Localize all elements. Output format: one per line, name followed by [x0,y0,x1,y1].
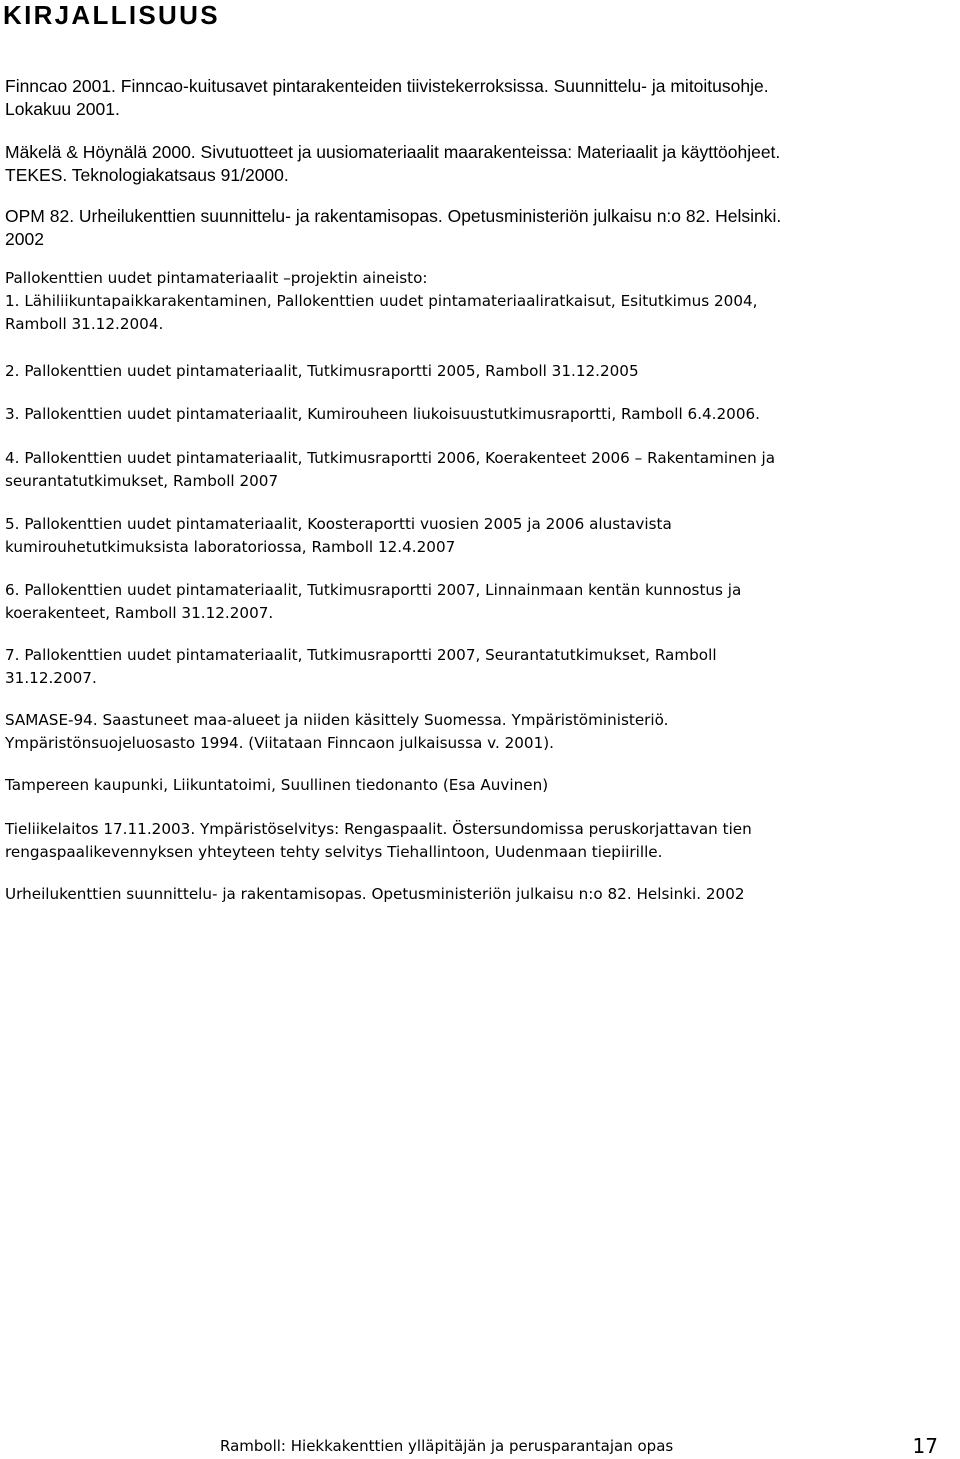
page-heading: KIRJALLISUUS [3,0,220,30]
reference-urheilukenttien [5,883,955,906]
reference-line: OPM 82. Urheilukenttien suunnittelu- ja rakentamisopas. Opetusministeriön julkaisu n:o 82. Helsinki. [5,206,782,226]
reference-finncao [5,75,955,121]
reference-line: Mäkelä & Höynälä 2000. Sivutuotteet ja uusiomateriaalit maarakenteissa: Materiaalit ja käyttöohjeet. [5,142,781,162]
reference-line: TEKES. Teknologiakatsaus 91/2000. [5,165,289,185]
reference-line: rengaspaalikevennyksen yhteyteen tehty selvitys Tiehallintoon, Uudenmaan tiepiirille. [5,843,663,861]
pallokenttien-intro-block [5,267,955,336]
pallokenttien-item-2 [5,360,955,383]
footer-text: Ramboll: Hiekkakenttien ylläpitäjän ja perusparantajan opas [220,1437,674,1455]
reference-makela [5,141,955,187]
reference-samase [5,709,955,755]
pallokenttien-item-1: 1. Lähiliikuntapaikkarakentaminen, Pallokenttien uudet pintamateriaaliratkaisut, Esitutkimus 2004, [5,292,758,310]
reference-line: koerakenteet, Ramboll 31.12.2007. [5,604,274,622]
reference-line: Urheilukenttien suunnittelu- ja rakentamisopas. Opetusministeriön julkaisu n:o 82. Helsinki. 2002 [5,885,745,903]
reference-line: Tieliikelaitos 17.11.2003. Ympäristöselvitys: Rengaspaalit. Östersundomissa peruskorjattavan tien [5,820,752,838]
reference-line: 3. Pallokenttien uudet pintamateriaalit, Kumirouheen liukoisuustutkimusraportti, Ramboll 6.4.2006. [5,405,760,423]
reference-tieliikelaitos [5,818,955,864]
reference-line: Lokakuu 2001. [5,99,120,119]
reference-line: 31.12.2007. [5,669,97,687]
pallokenttien-item-7 [5,644,955,690]
reference-tampere [5,774,955,797]
pallokenttien-item-4 [5,447,955,493]
reference-line: Tampereen kaupunki, Liikuntatoimi, Suullinen tiedonanto (Esa Auvinen) [5,776,549,794]
pallokenttien-intro: Pallokenttien uudet pintamateriaalit –projektin aineisto: [5,269,428,287]
reference-line: SAMASE-94. Saastuneet maa-alueet ja niiden käsittely Suomessa. Ympäristöministeriö. [5,711,669,729]
reference-line: 5. Pallokenttien uudet pintamateriaalit, Koosteraportti vuosien 2005 ja 2006 alustavista [5,515,672,533]
reference-line: 6. Pallokenttien uudet pintamateriaalit, Tutkimusraportti 2007, Linnainmaan kentän kunnostus ja [5,581,742,599]
pallokenttien-item-6 [5,579,955,625]
reference-opm82 [5,205,955,251]
page-number: 17 [912,1434,938,1458]
pallokenttien-item-3 [5,403,955,426]
pallokenttien-item-5 [5,513,955,559]
reference-line: Finncao 2001. Finncao-kuitusavet pintarakenteiden tiivistekerroksissa. Suunnittelu- ja mitoitusohje. [5,76,769,96]
reference-line: 7. Pallokenttien uudet pintamateriaalit, Tutkimusraportti 2007, Seurantatutkimukset, Ramboll [5,646,717,664]
reference-line: 2. Pallokenttien uudet pintamateriaalit, Tutkimusraportti 2005, Ramboll 31.12.2005 [5,362,639,380]
reference-line: kumirouhetutkimuksista laboratoriossa, Ramboll 12.4.2007 [5,538,456,556]
pallokenttien-item-1-cont: Ramboll 31.12.2004. [5,315,164,333]
reference-line: 4. Pallokenttien uudet pintamateriaalit, Tutkimusraportti 2006, Koerakenteet 2006 – Rakentaminen ja [5,449,776,467]
reference-line: Ympäristönsuojeluosasto 1994. (Viitataan Finncaon julkaisussa v. 2001). [5,734,555,752]
reference-line: 2002 [5,229,44,249]
reference-line: seurantatutkimukset, Ramboll 2007 [5,472,279,490]
